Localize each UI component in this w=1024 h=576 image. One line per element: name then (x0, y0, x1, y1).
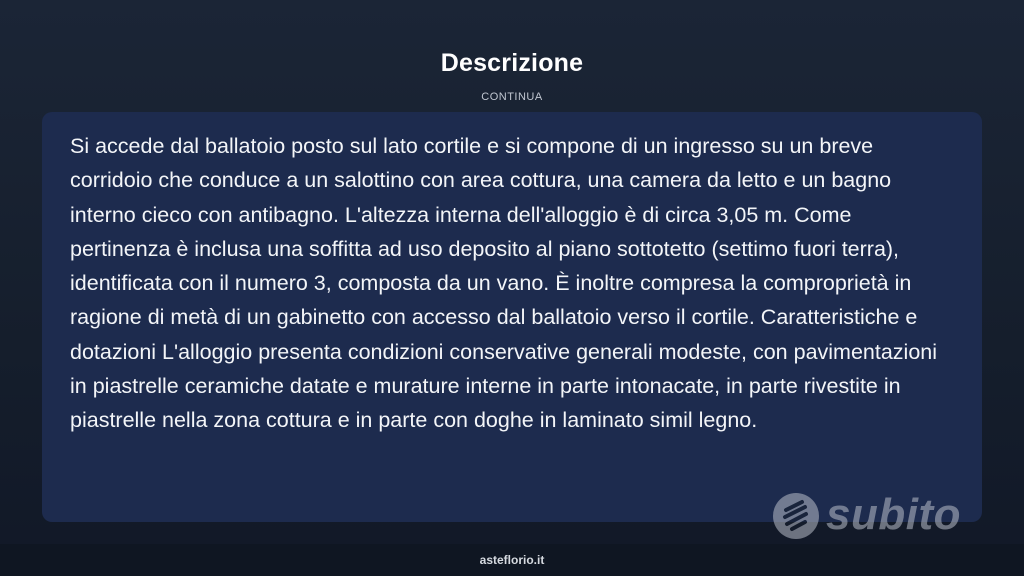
page-title: Descrizione (440, 49, 584, 77)
description-card (42, 112, 982, 522)
footer-site-label: asteflorio.it (479, 553, 545, 567)
page-subtitle: CONTINUA (481, 91, 543, 103)
subito-logo-icon (772, 492, 820, 540)
subito-wordmark: subito (826, 490, 961, 539)
header (0, 47, 1024, 104)
description-text: Si accede dal ballatoio posto sul lato cortile e si compone di un ingresso su un breve corridoio che conduce a un salottino con area cottura, una camera da letto e un bagno interno cieco con antibagno. L'altezza interna dell'alloggio è di circa 3,05 m. Come pertinenza è inclusa una soffitta ad uso deposito al piano sottotetto (settimo fuori terra), identificata con il numero 3, composta da un vano. È inoltre compresa la comproprietà in ragione di metà di un gabinetto con accesso dal ballatoio verso il cortile. Caratteristiche e dotazioni L'alloggio presenta condizioni conservative generali modeste, con pavimentazioni in piastrelle ceramiche datate e murature interne in parte intonacate, in parte rivestite in piastrelle nella zona cottura e in parte con doghe in laminato simil legno. (70, 134, 938, 433)
subito-watermark (772, 491, 982, 543)
